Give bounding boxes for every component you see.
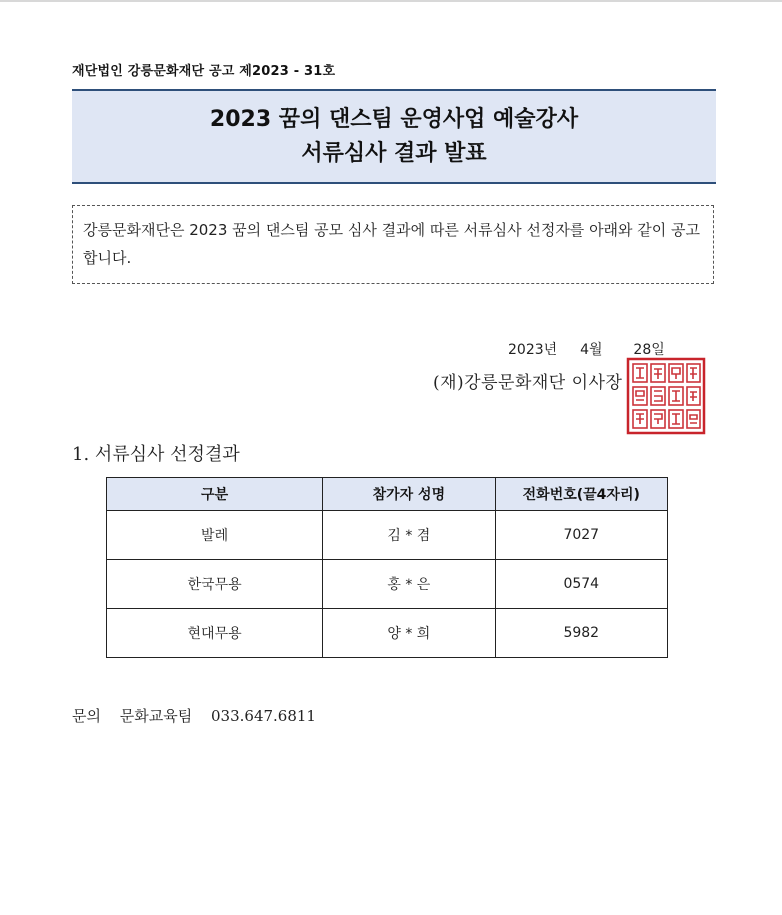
table-row [107, 609, 668, 658]
table-header-row [107, 478, 668, 511]
cell-phone: 5982 [495, 609, 667, 658]
contact-team: 문화교육팀 [119, 707, 193, 725]
table-row [107, 560, 668, 609]
result-table [106, 477, 668, 658]
header-category: 구분 [107, 478, 323, 511]
cell-participant-name: 홍 * 은 [323, 560, 495, 609]
date-year: 2023년 [508, 342, 558, 358]
title-box [72, 89, 716, 184]
contact-phone: 033.647.6811 [211, 707, 316, 725]
header-phone: 전화번호(끝4자리) [495, 478, 667, 511]
cell-phone: 7027 [495, 511, 667, 560]
section-title: 1. 서류심사 선정결과 [72, 444, 240, 465]
date-month: 4월 [580, 342, 603, 358]
date-day: 28일 [633, 342, 665, 358]
header-participant-name: 참가자 성명 [323, 478, 495, 511]
title-line-2: 서류심사 결과 발표 [301, 141, 487, 166]
announcement-date [508, 339, 665, 359]
intro-box: 강릉문화재단은 2023 꿈의 댄스팀 공모 심사 결과에 따른 서류심사 선정자를 아래와 같이 공고합니다. [72, 205, 714, 284]
cell-participant-name: 양 * 희 [323, 609, 495, 658]
cell-category: 발레 [107, 511, 323, 560]
notice-number: 재단법인 강릉문화재단 공고 제2023 - 31호 [72, 64, 336, 79]
cell-phone: 0574 [495, 560, 667, 609]
cell-category: 현대무용 [107, 609, 323, 658]
official-seal-icon [626, 357, 706, 435]
contact-info [72, 705, 330, 726]
cell-category: 한국무용 [107, 560, 323, 609]
contact-label: 문의 [72, 707, 101, 725]
title-line-1: 2023 꿈의 댄스팀 운영사업 예술강사 [209, 107, 579, 132]
table-row [107, 511, 668, 560]
issuer-name: (재)강릉문화재단 이사장 [433, 373, 623, 393]
cell-participant-name: 김 * 겸 [323, 511, 495, 560]
